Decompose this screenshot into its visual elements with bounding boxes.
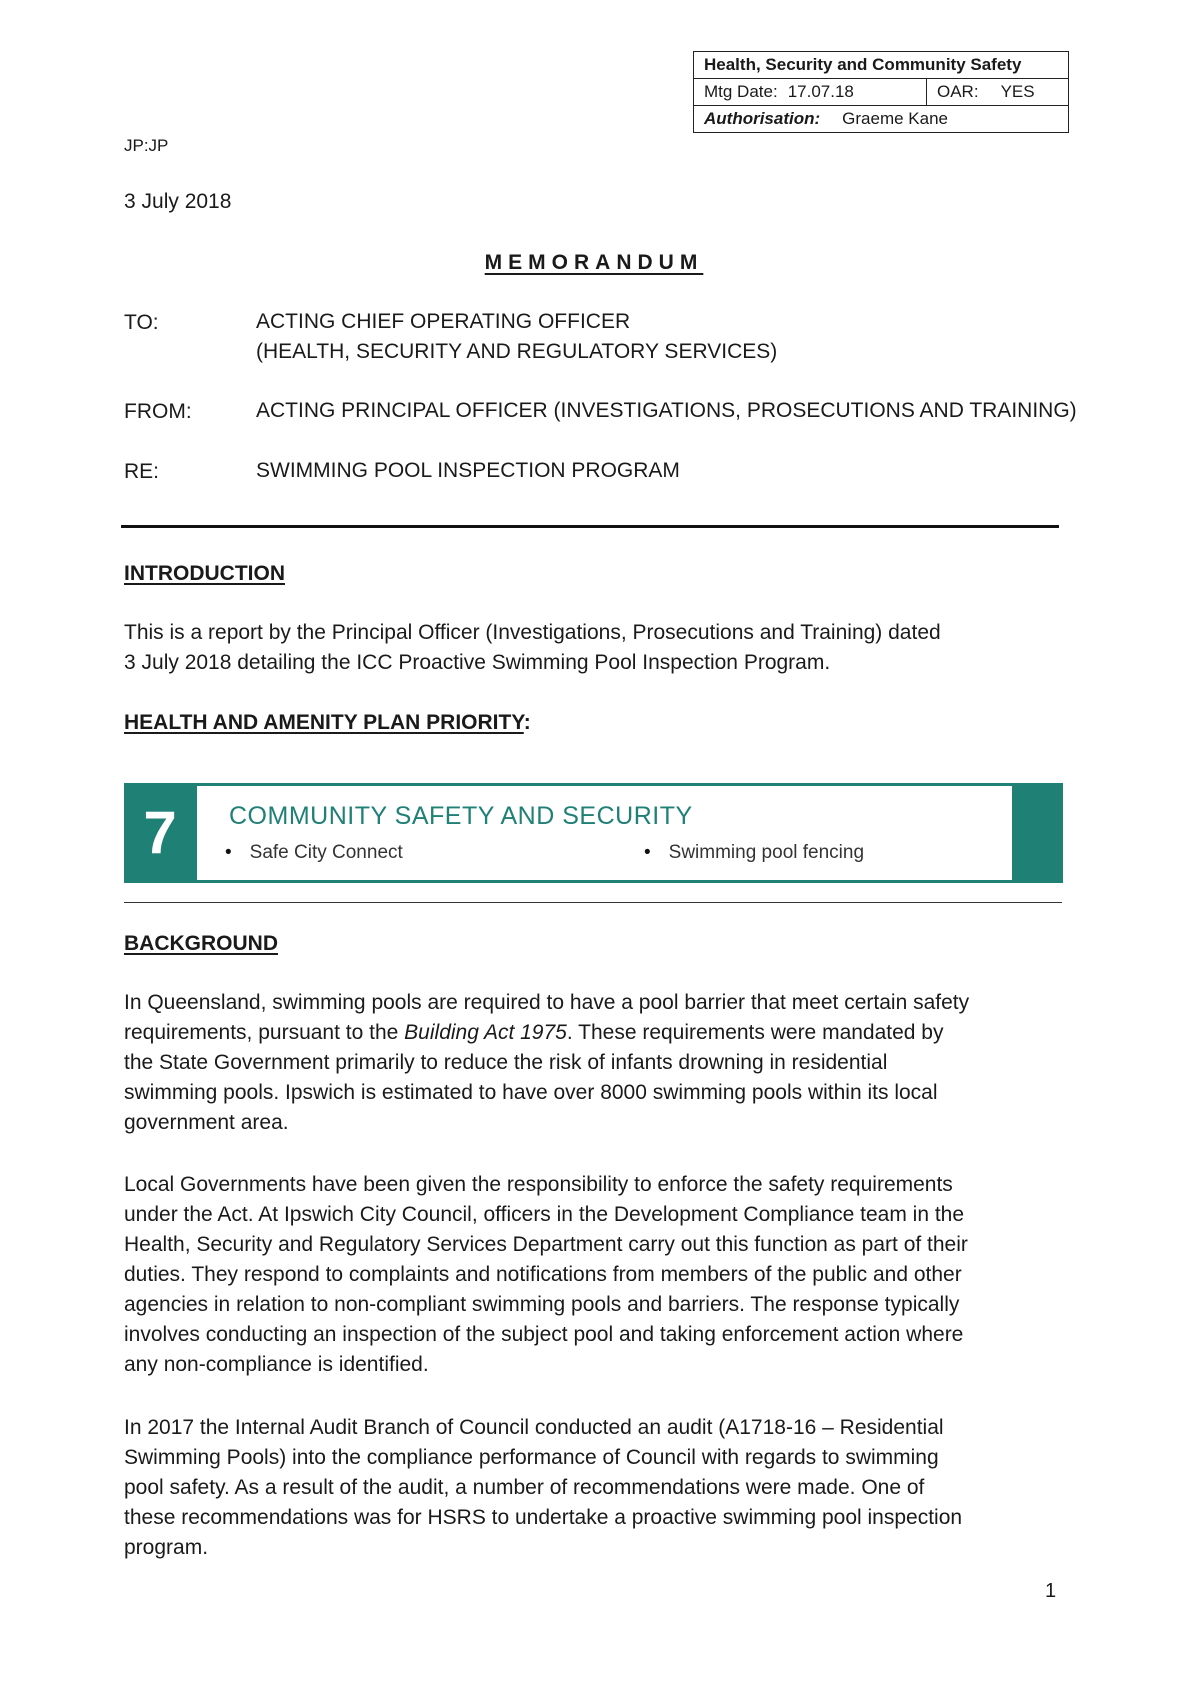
background-paragraph-1 xyxy=(124,988,1064,1138)
to-label: TO: xyxy=(124,311,159,334)
info-box-title: Health, Security and Community Safety xyxy=(704,55,1022,74)
priority-heading-text: HEALTH AND AMENITY PLAN PRIORITY xyxy=(124,711,524,734)
from-value: ACTING PRINCIPAL OFFICER (INVESTIGATIONS, PROSECUTIONS AND TRAINING) xyxy=(256,399,1077,422)
oar-value: YES xyxy=(1000,82,1035,101)
authorisation-label: Authorisation: xyxy=(704,109,821,128)
priority-divider xyxy=(124,902,1062,903)
paragraph-line: involves conducting an inspection of the subject pool and taking enforcement action where xyxy=(124,1323,964,1346)
paragraph-line: Health, Security and Regulatory Services Department carry out this function as part of their xyxy=(124,1233,968,1256)
authorisation-cell xyxy=(694,106,948,132)
priority-heading xyxy=(124,711,531,735)
paragraph-line: agencies in relation to non-compliant swimming pools and barriers. The response typically xyxy=(124,1293,960,1316)
background-paragraph-2 xyxy=(124,1170,1064,1380)
bullet-icon: • xyxy=(644,842,651,863)
paragraph-text: . These requirements were mandated by xyxy=(566,1021,944,1044)
paragraph-line: Swimming Pools) into the compliance performance of Council with regards to swimming xyxy=(124,1446,939,1469)
introduction-heading: INTRODUCTION xyxy=(124,562,285,585)
meeting-date-cell xyxy=(694,79,927,105)
priority-bullet-text: Swimming pool fencing xyxy=(668,842,865,863)
introduction-paragraph xyxy=(124,618,1064,678)
background-paragraph-3 xyxy=(124,1413,1064,1563)
info-box-authorisation-row xyxy=(694,106,1068,132)
paragraph-line: these recommendations was for HSRS to undertake a proactive swimming pool inspection xyxy=(124,1506,963,1529)
paragraph-line xyxy=(124,1018,1064,1048)
memo-date: 3 July 2018 xyxy=(124,190,232,213)
introduction-line: This is a report by the Principal Officer (Investigations, Prosecutions and Training) dated xyxy=(124,621,941,644)
reference-initials: JP:JP xyxy=(124,136,169,155)
act-title: Building Act 1975 xyxy=(404,1021,567,1044)
priority-bullet-item xyxy=(225,842,403,864)
introduction-line: 3 July 2018 detailing the ICC Proactive Swimming Pool Inspection Program. xyxy=(124,651,831,674)
paragraph-line: pool safety. As a result of the audit, a number of recommendations were made. One of xyxy=(124,1476,925,1499)
oar-label: OAR: xyxy=(937,82,979,101)
meeting-date-label: Mtg Date: xyxy=(704,82,778,101)
meeting-date-value: 17.07.18 xyxy=(787,82,854,101)
memo-title xyxy=(0,251,1182,275)
paragraph-line: government area. xyxy=(124,1111,289,1134)
paragraph-line: In Queensland, swimming pools are required to have a pool barrier that meet certain safety xyxy=(124,991,970,1014)
oar-cell xyxy=(927,79,1035,105)
re-value: SWIMMING POOL INSPECTION PROGRAM xyxy=(256,459,680,482)
header-divider xyxy=(121,525,1059,528)
from-label: FROM: xyxy=(124,400,192,423)
memo-title-text: MEMORANDUM xyxy=(484,251,704,274)
paragraph-text: requirements, pursuant to the xyxy=(124,1021,405,1044)
priority-bullet-item xyxy=(644,842,864,864)
re-label: RE: xyxy=(124,460,160,483)
paragraph-line: the State Government primarily to reduce the risk of infants drowning in residential xyxy=(124,1051,888,1074)
priority-heading-colon: : xyxy=(523,711,531,734)
paragraph-line: duties. They respond to complaints and notifications from members of the public and other xyxy=(124,1263,962,1286)
background-heading: BACKGROUND xyxy=(124,932,278,955)
to-line-2: (HEALTH, SECURITY AND REGULATORY SERVICES) xyxy=(256,340,778,363)
priority-number: 7 xyxy=(143,799,177,866)
page-number: 1 xyxy=(1045,1580,1057,1602)
priority-title: COMMUNITY SAFETY AND SECURITY xyxy=(229,802,693,830)
paragraph-line: program. xyxy=(124,1536,209,1559)
bullet-icon: • xyxy=(225,842,232,863)
paragraph-line: In 2017 the Internal Audit Branch of Council conducted an audit (A1718-16 – Residential xyxy=(124,1416,944,1439)
meeting-info-box xyxy=(693,51,1069,133)
info-box-title-row xyxy=(694,52,1068,79)
priority-bullet-text: Safe City Connect xyxy=(249,842,403,863)
paragraph-line: swimming pools. Ipswich is estimated to have over 8000 swimming pools within its local xyxy=(124,1081,938,1104)
to-line-1: ACTING CHIEF OPERATING OFFICER xyxy=(256,310,631,333)
authorisation-value: Graeme Kane xyxy=(842,109,948,128)
paragraph-line: under the Act. At Ipswich City Council, officers in the Development Compliance team in the xyxy=(124,1203,965,1226)
info-box-meeting-row xyxy=(694,79,1068,106)
paragraph-line: any non-compliance is identified. xyxy=(124,1353,429,1376)
to-recipient xyxy=(256,307,777,367)
priority-banner xyxy=(124,783,1063,883)
priority-content xyxy=(197,786,1012,880)
paragraph-line: Local Governments have been given the responsibility to enforce the safety requirements xyxy=(124,1173,953,1196)
